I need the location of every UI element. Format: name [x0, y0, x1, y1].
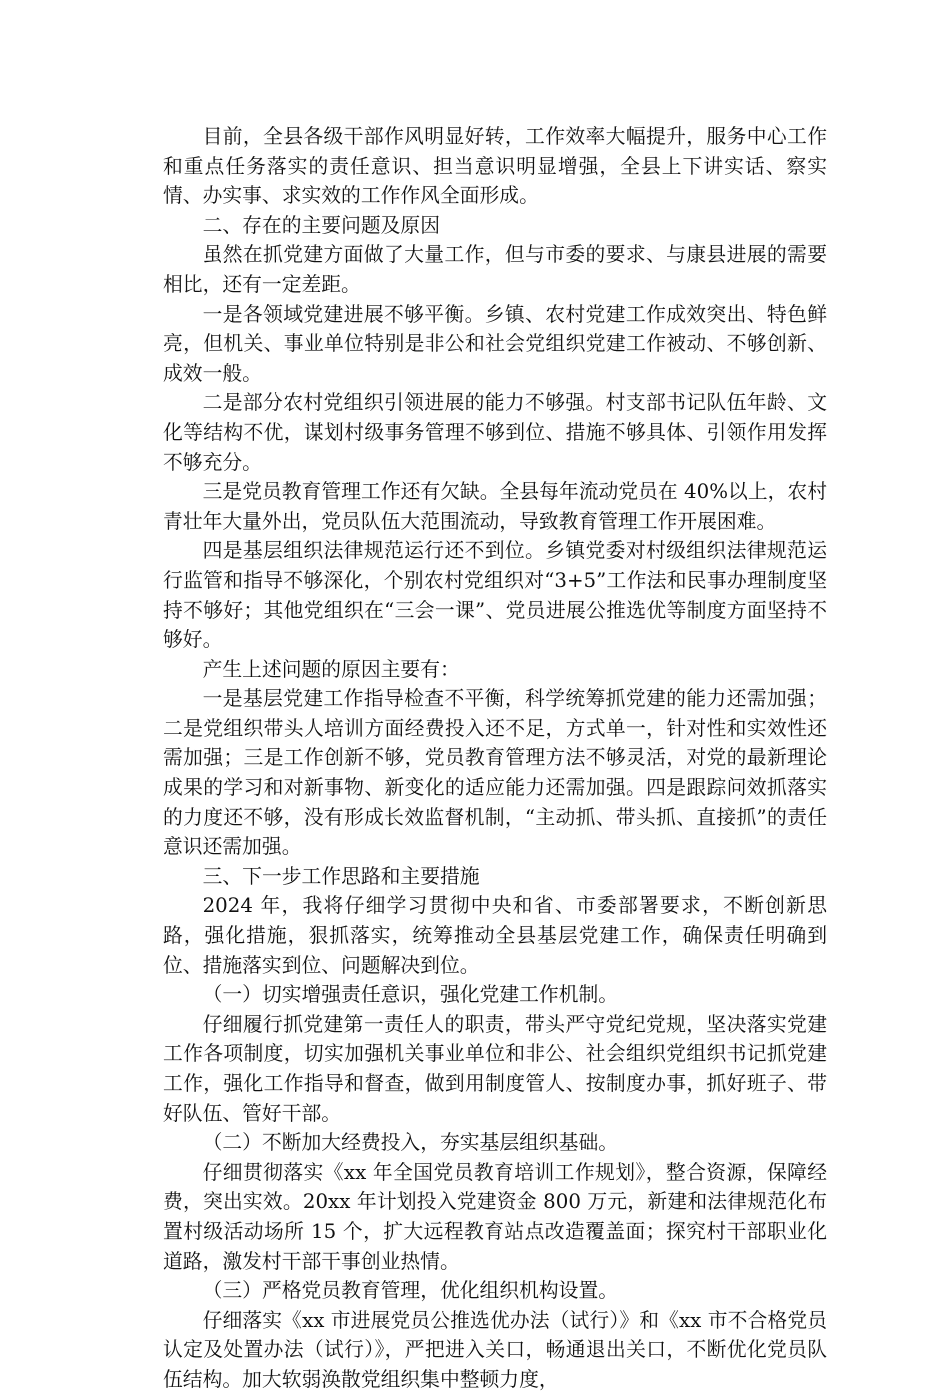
subheading-three: （三）严格党员教育管理，优化组织机构设置。	[202, 1279, 619, 1303]
subheading-one: （一）切实增强责任意识，强化党建工作机制。	[202, 983, 619, 1007]
causes-intro-paragraph: 产生上述问题的原因主要有：	[202, 657, 460, 681]
section-heading-next-steps: 三、下一步工作思路和主要措施	[202, 864, 480, 888]
problem-four-paragraph: 四是基层组织法律规范运行还不到位。乡镇党委对村级组织法律规范运行监管和指导不够深化，个别农村党组织对“3+5”工作法和民事办理制度坚持不够好；其他党组织在“三会一课”、党员进展公推选优等制度方面坚持不够好。	[163, 539, 827, 652]
measure-one-paragraph: 仔细履行抓党建第一责任人的职责，带头严守党纪党规，坚决落实党建工作各项制度，切实加强机关事业单位和非公、社会组织党组织书记抓党建工作，强化工作指导和督查，做到用制度管人、按制度办事，抓好班子、带好队伍、管好干部。	[163, 1012, 827, 1125]
problem-one-paragraph: 一是各领域党建进展不够平衡。乡镇、农村党建工作成效突出、特色鲜亮，但机关、事业单位特别是非公和社会党组织党建工作被动、不够创新、成效一般。	[163, 302, 827, 385]
document-body	[163, 122, 827, 1395]
section-heading-problems: 二、存在的主要问题及原因	[202, 213, 440, 237]
measure-three-paragraph: 仔细落实《xx 市进展党员公推选优办法（试行）》和《xx 市不合格党员认定及处置办法（试行）》，严把进入关口，畅通退出关口，不断优化党员队伍结构。加大软弱涣散党组织集中整顿力度，	[163, 1308, 827, 1391]
problem-two-paragraph: 二是部分农村党组织引领进展的能力不够强。村支部书记队伍年龄、文化等结构不优，谋划村级事务管理不够到位、措施不够具体、引领作用发挥不够充分。	[163, 391, 827, 474]
intro-paragraph: 目前，全县各级干部作风明显好转，工作效率大幅提升，服务中心工作和重点任务落实的责任意识、担当意识明显增强，全县上下讲实话、察实情、办实事、求实效的工作作风全面形成。	[163, 125, 827, 208]
problems-summary-paragraph: 虽然在抓党建方面做了大量工作，但与市委的要求、与康县进展的需要相比，还有一定差距。	[163, 243, 827, 296]
next-steps-intro-paragraph: 2024 年，我将仔细学习贯彻中央和省、市委部署要求，不断创新思路，强化措施，狠抓落实，统筹推动全县基层党建工作，确保责任明确到位、措施落实到位、问题解决到位。	[163, 894, 827, 977]
problem-three-paragraph: 三是党员教育管理工作还有欠缺。全县每年流动党员在 40%以上，农村青壮年大量外出，党员队伍大范围流动，导致教育管理工作开展困难。	[163, 480, 827, 533]
causes-paragraph: 一是基层党建工作指导检查不平衡，科学统筹抓党建的能力还需加强；二是党组织带头人培训方面经费投入还不足，方式单一，针对性和实效性还需加强；三是工作创新不够，党员教育管理方法不够灵活，对党的最新理论成果的学习和对新事物、新变化的适应能力还需加强。四是跟踪问效抓落实的力度还不够，没有形成长效监督机制，“主动抓、带头抓、直接抓”的责任意识还需加强。	[163, 687, 827, 859]
measure-two-paragraph: 仔细贯彻落实《xx 年全国党员教育培训工作规划》，整合资源，保障经费，突出实效。20xx 年计划投入党建资金 800 万元，新建和法律规范化布置村级活动场所 15 个，扩大远程教育站点改造覆盖面；探究村干部职业化道路，激发村干部干事创业热情。	[163, 1160, 827, 1273]
subheading-two: （二）不断加大经费投入，夯实基层组织基础。	[202, 1131, 619, 1155]
